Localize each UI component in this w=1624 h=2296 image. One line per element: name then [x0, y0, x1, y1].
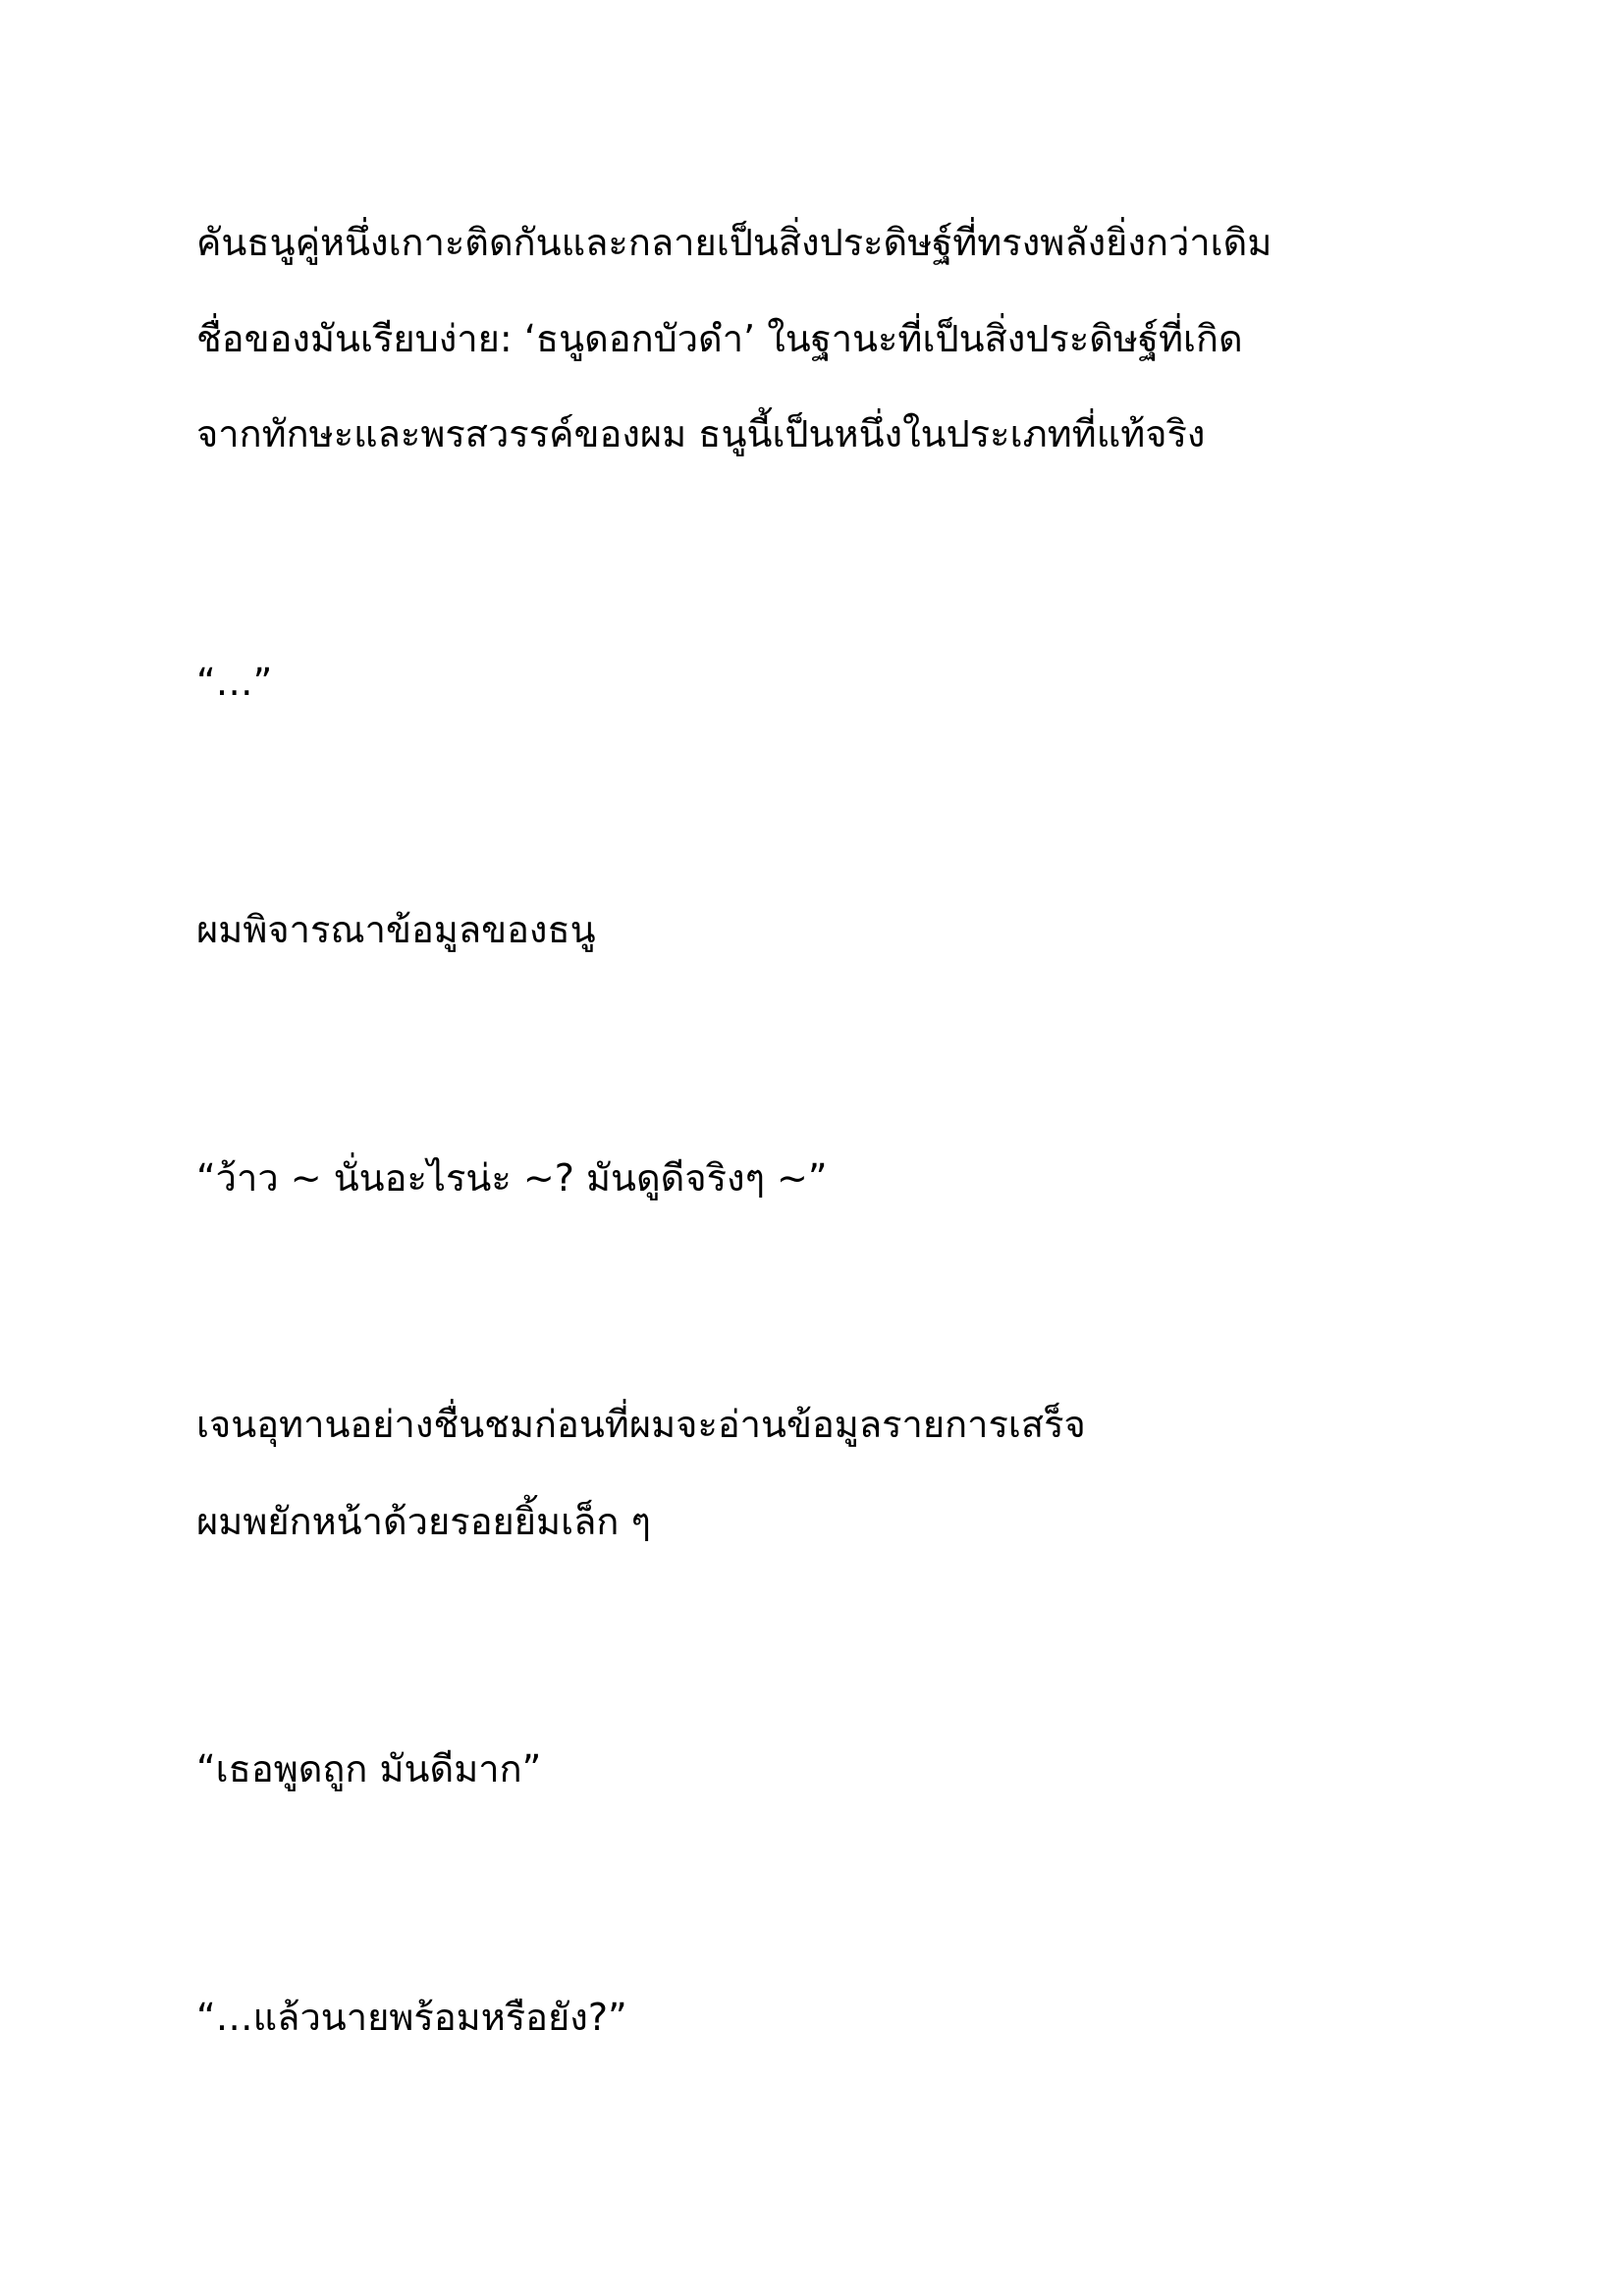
narration-line-3: ผมพยักหน้าด้วยรอยยิ้มเล็ก ๆ [196, 1500, 651, 1543]
narration-line-2: เจนอุทานอย่างชื่นชมก่อนที่ผมจะอ่านข้อมูลรายการเสร็จ [196, 1403, 1086, 1446]
dialogue-line-3: “…แล้วนายพร้อมหรือยัง?” [196, 1996, 627, 2039]
dialogue-ellipsis: “…” [196, 661, 273, 704]
paragraph-line-3: จากทักษะและพรสวรรค์ของผม ธนูนี้เป็นหนึ่งในประเภทที่แท้จริง [196, 412, 1206, 455]
dialogue-line-2: “เธอพูดถูก มันดีมาก” [196, 1747, 542, 1790]
dialogue-line-1: “ว้าว ~ นั่นอะไรน่ะ ~? มันดูดีจริงๆ ~” [196, 1156, 828, 1200]
paragraph-line-1: คันธนูคู่หนึ่งเกาะติดกันและกลายเป็นสิ่งประดิษฐ์ที่ทรงพลังยิ่งกว่าเดิม [196, 221, 1272, 264]
narration-line: ผมพิจารณาข้อมูลของธนู [196, 908, 596, 951]
paragraph-line-2: ชื่อของมันเรียบง่าย: ‘ธนูดอกบัวดำ’ ในฐานะที่เป็นสิ่งประดิษฐ์ที่เกิด [196, 317, 1243, 360]
